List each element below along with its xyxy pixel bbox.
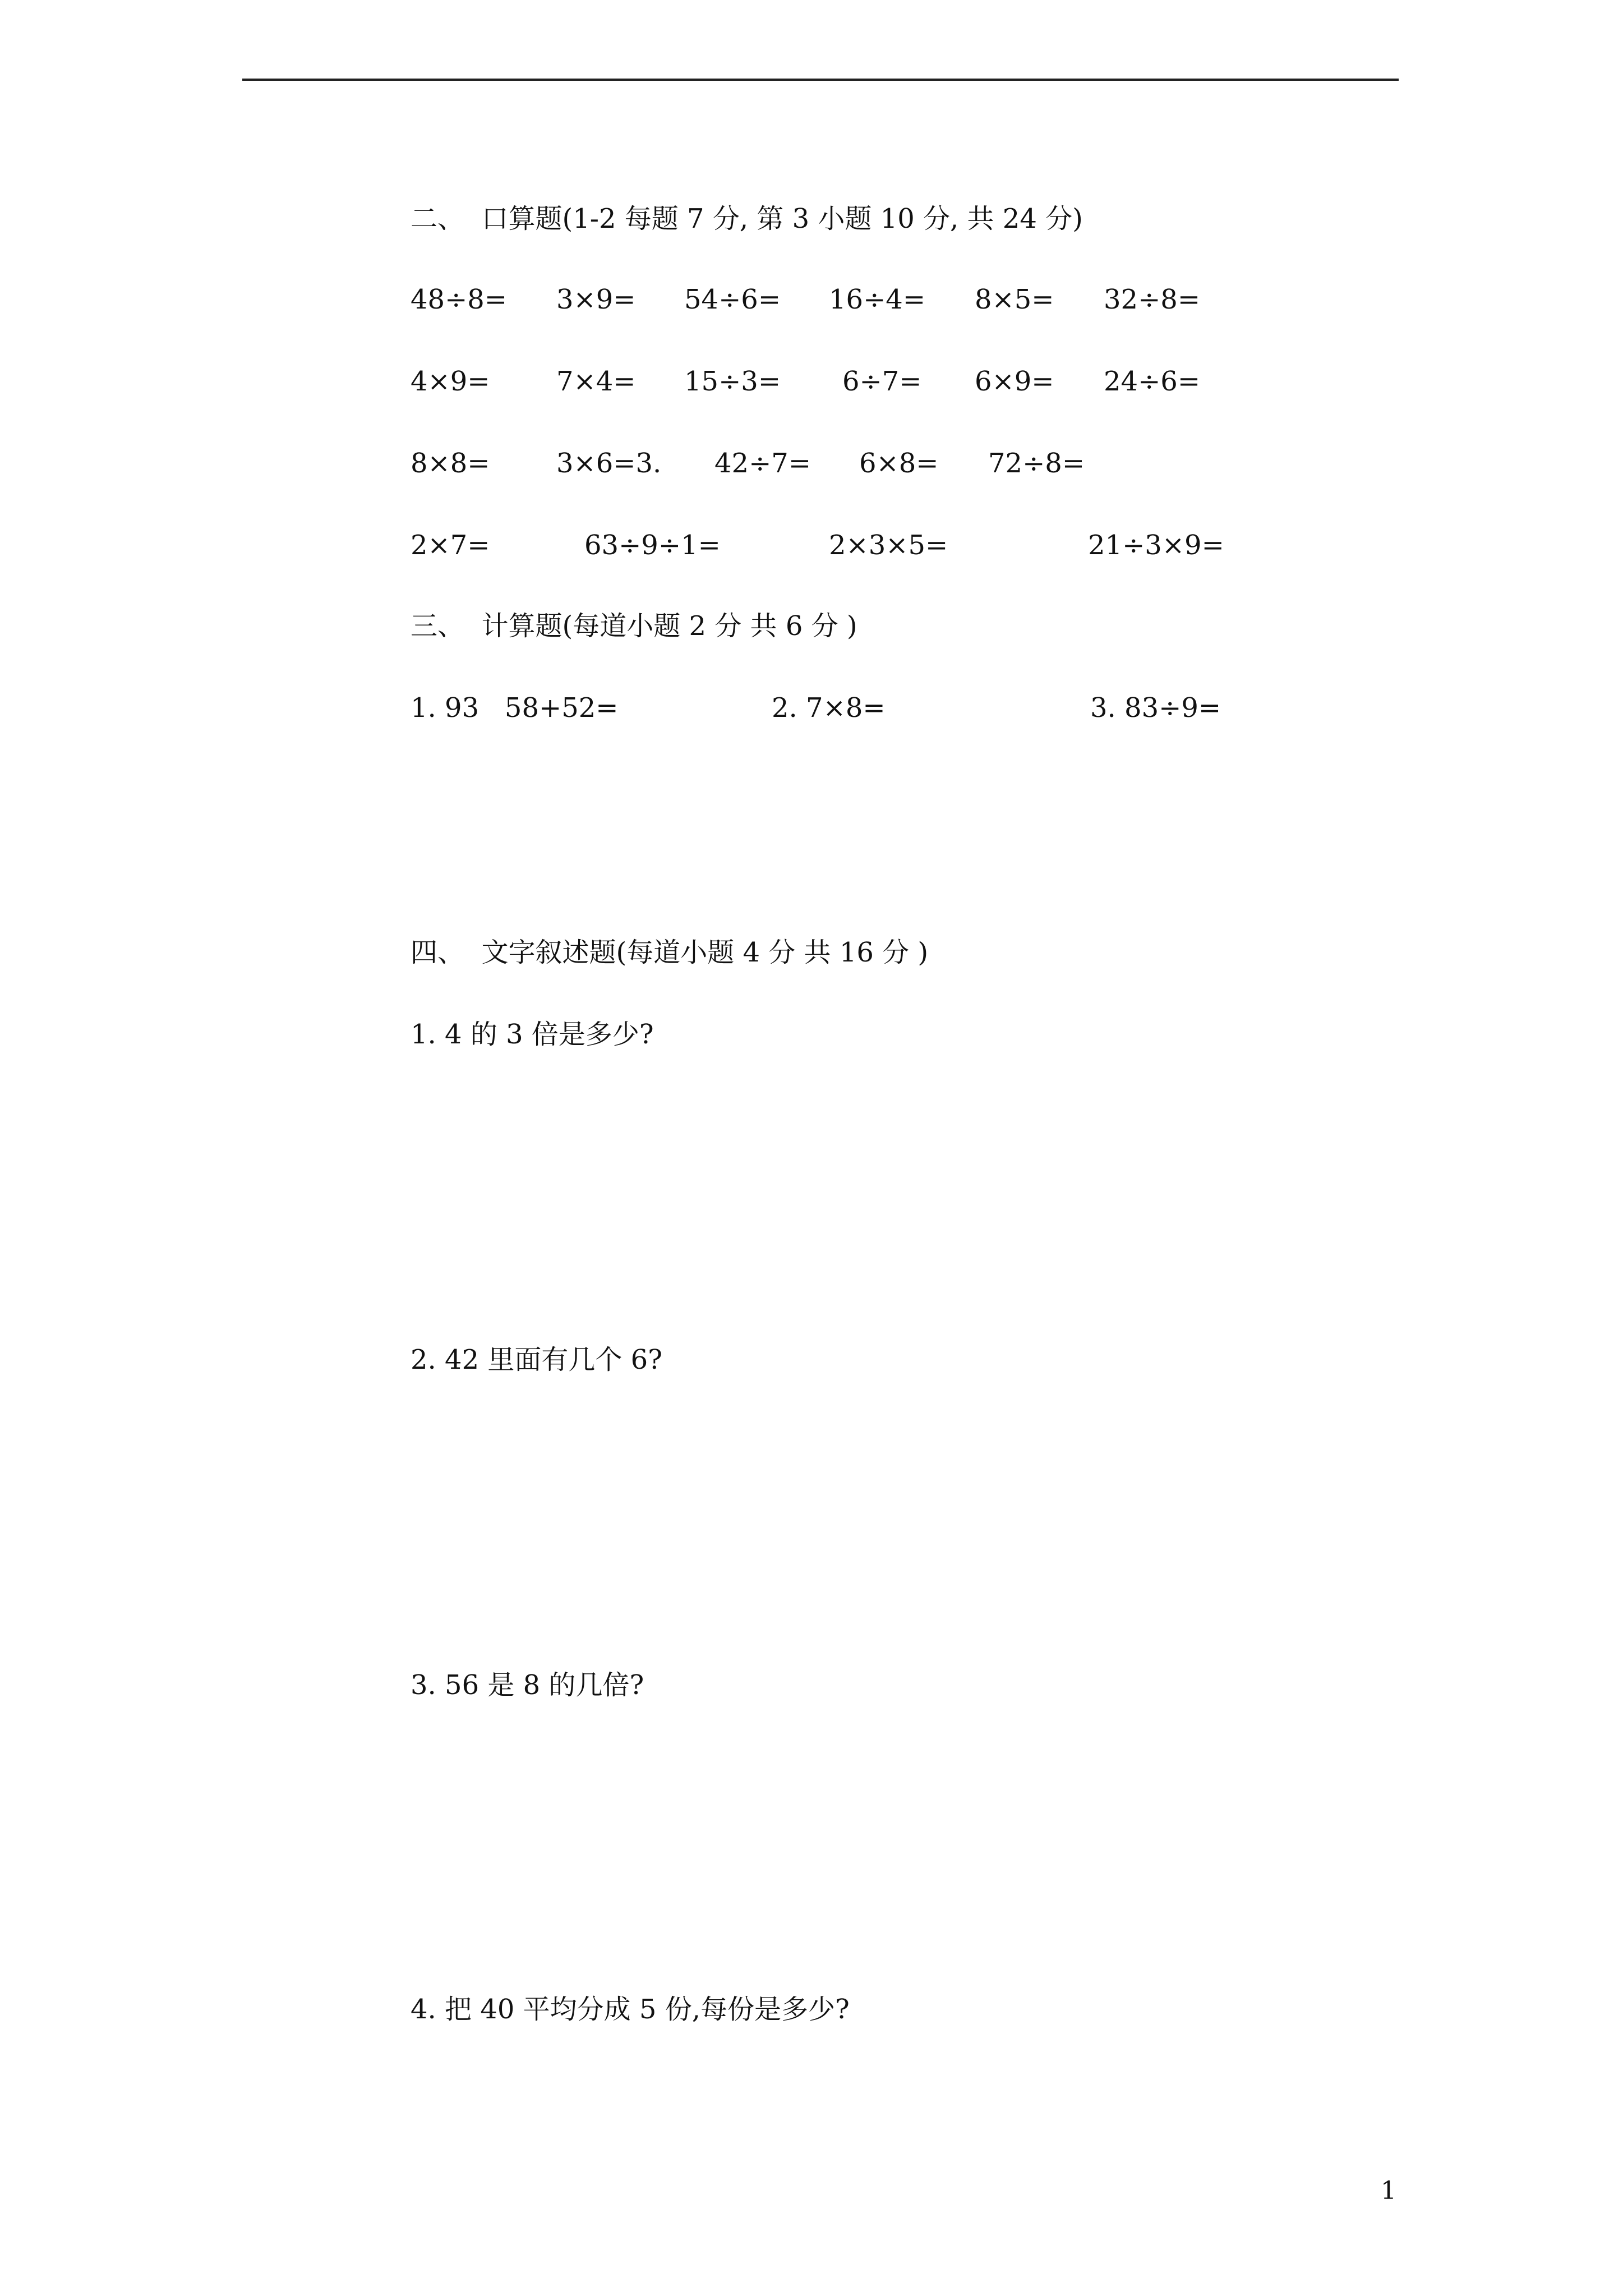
oral-calc-item: 21÷3×9= <box>1088 530 1224 561</box>
oral-calc-item: 3×6=3. <box>556 448 662 479</box>
oral-calc-item: 2×7= <box>411 530 490 561</box>
calc-item: 1. 93 58+52= <box>411 692 619 724</box>
section-4-heading: 四、 文字叙述题(每道小题 4 分 共 16 分 ) <box>411 937 929 968</box>
section-2-heading: 二、 口算题(1-2 每题 7 分, 第 3 小题 10 分, 共 24 分) <box>411 203 1083 234</box>
header-rule <box>242 79 1399 81</box>
oral-calc-item: 42÷7= <box>714 448 811 479</box>
page-number: 1 <box>1381 2177 1396 2205</box>
oral-calc-item: 63÷9÷1= <box>584 530 721 561</box>
oral-calc-item: 6×9= <box>975 366 1054 397</box>
oral-calc-item: 6÷7= <box>842 366 922 397</box>
calc-item: 2. 7×8= <box>772 692 886 724</box>
word-problem-2: 2. 42 里面有几个 6? <box>411 1344 662 1375</box>
oral-calc-item: 32÷8= <box>1104 284 1201 315</box>
oral-calc-item: 8×8= <box>411 448 490 479</box>
section-3-heading: 三、 计算题(每道小题 2 分 共 6 分 ) <box>411 610 857 642</box>
word-problem-3: 3. 56 是 8 的几倍? <box>411 1669 644 1701</box>
oral-calc-item: 6×8= <box>859 448 939 479</box>
oral-calc-item: 15÷3= <box>684 366 781 397</box>
calc-item: 3. 83÷9= <box>1090 692 1221 724</box>
oral-calc-item: 4×9= <box>411 366 490 397</box>
oral-calc-item: 3×9= <box>556 284 636 315</box>
word-problem-4: 4. 把 40 平均分成 5 份,每份是多少? <box>411 1994 850 2025</box>
word-problem-1: 1. 4 的 3 倍是多少? <box>411 1019 654 1050</box>
oral-calc-item: 8×5= <box>975 284 1054 315</box>
oral-calc-item: 16÷4= <box>829 284 926 315</box>
oral-calc-item: 24÷6= <box>1104 366 1201 397</box>
oral-calc-item: 7×4= <box>556 366 636 397</box>
oral-calc-item: 2×3×5= <box>829 530 948 561</box>
oral-calc-item: 54÷6= <box>684 284 781 315</box>
oral-calc-item: 72÷8= <box>988 448 1085 479</box>
oral-calc-item: 48÷8= <box>411 284 508 315</box>
